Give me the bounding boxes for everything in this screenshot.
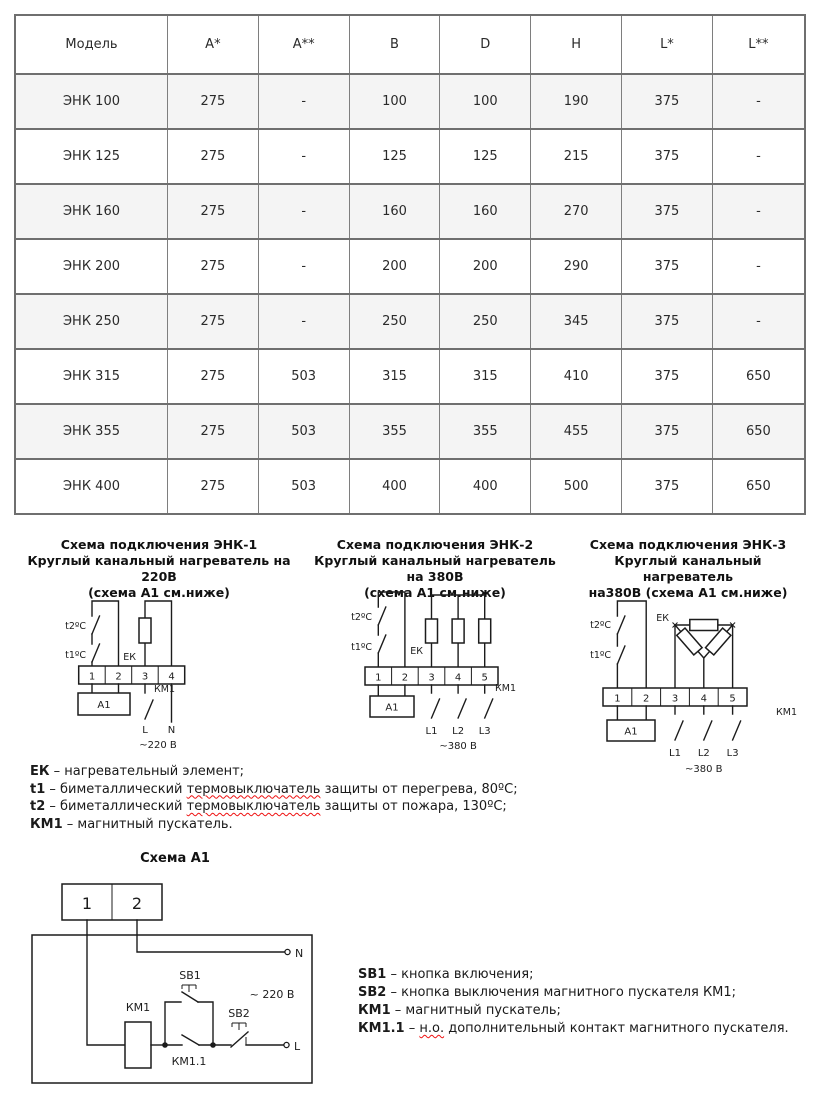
model-cell: ЭНК 250 — [15, 294, 167, 349]
legend-key: ЕК — [30, 764, 50, 779]
table-row — [15, 239, 805, 294]
cell: 190 — [531, 74, 622, 129]
t2-label: t2ºС — [65, 621, 86, 632]
cell: 315 — [440, 349, 531, 404]
col-header: A** — [258, 15, 349, 74]
phase-label: L2 — [452, 726, 465, 737]
legend-item — [30, 816, 518, 834]
model-cell: ЭНК 160 — [15, 184, 167, 239]
col-header: H — [531, 15, 622, 74]
cell: 215 — [531, 129, 622, 184]
cell: 250 — [349, 294, 440, 349]
phase-label: L1 — [425, 726, 438, 737]
cell: 290 — [531, 239, 622, 294]
table-row — [15, 129, 805, 184]
a1-label: А1 — [97, 700, 111, 711]
km1-contact-blade — [145, 700, 153, 719]
terminal-number: 1 — [81, 894, 93, 913]
km1-label: КМ1 — [776, 707, 797, 718]
legend-text: – нагревательный элемент; — [53, 764, 245, 779]
model-cell: ЭНК 200 — [15, 239, 167, 294]
heater-element — [426, 619, 438, 643]
cell: 125 — [440, 129, 531, 184]
phase-label: N — [167, 725, 176, 736]
cell: 455 — [531, 404, 622, 459]
terminal-number: 2 — [401, 672, 409, 684]
legend-key: КМ1 — [358, 1003, 391, 1018]
cell: 250 — [440, 294, 531, 349]
wiring-schematic-enk2 — [335, 588, 545, 773]
table-row — [15, 294, 805, 349]
phase-label: L3 — [726, 748, 739, 759]
terminal-number: 4 — [168, 671, 175, 683]
heater-loop — [139, 601, 172, 666]
n-label: N — [295, 947, 304, 960]
cell: 160 — [349, 184, 440, 239]
cell: 200 — [349, 239, 440, 294]
terminal-number: 3 — [428, 672, 435, 684]
cell: 275 — [167, 184, 258, 239]
title-line: Круглый канальный нагреватель на 220В — [27, 553, 291, 584]
table-row — [15, 459, 805, 514]
cell: 400 — [349, 459, 440, 514]
terminal-number: 5 — [729, 693, 736, 705]
heater-element — [139, 618, 151, 643]
phase-label: L — [142, 725, 148, 736]
cell: 375 — [622, 239, 713, 294]
sb1-label: SB1 — [179, 969, 201, 982]
col-header: B — [349, 15, 440, 74]
col-header: L* — [622, 15, 713, 74]
terminal-number: 3 — [671, 693, 679, 705]
cell: 200 — [440, 239, 531, 294]
title-line: на380В (схема А1 см.ниже) — [588, 585, 788, 600]
terminal-number: 1 — [614, 693, 621, 705]
cell: 503 — [258, 459, 349, 514]
cell: 275 — [167, 404, 258, 459]
cell: 125 — [349, 129, 440, 184]
table-row — [15, 74, 805, 129]
title-line: Схема подключения ЭНК-2 — [336, 537, 534, 552]
t1-switch-blade — [378, 635, 386, 653]
voltage-label: ~380 В — [685, 764, 723, 775]
terminal-strip — [62, 884, 162, 920]
sb2-label: SB2 — [228, 1007, 250, 1020]
cell: 355 — [440, 404, 531, 459]
cell: - — [258, 129, 349, 184]
km1-coil — [125, 1022, 151, 1068]
cell: - — [258, 184, 349, 239]
model-cell: ЭНК 100 — [15, 74, 167, 129]
model-cell: ЭНК 315 — [15, 349, 167, 404]
legend-key: КМ1 — [30, 816, 63, 832]
heater-element — [452, 619, 464, 643]
l-terminal — [284, 1042, 289, 1047]
title-line: (схема А1 см.ниже) — [88, 585, 230, 600]
voltage-label: ~220 В — [139, 740, 177, 751]
table-row — [15, 349, 805, 404]
cell: 400 — [440, 459, 531, 514]
cell: - — [712, 129, 805, 184]
cell: 375 — [622, 294, 713, 349]
legend-key: t2 — [30, 799, 46, 814]
cell: - — [258, 294, 349, 349]
cell: 355 — [349, 404, 440, 459]
km1-contacts — [675, 706, 741, 740]
km1-contacts — [432, 685, 493, 718]
phase-wire — [87, 920, 125, 1045]
cell: 275 — [167, 239, 258, 294]
wiring-schematic-enk1 — [30, 589, 290, 764]
terminal-strip — [365, 667, 498, 685]
legend-text: – кнопка выключения магнитного пускателя КМ1; — [390, 985, 737, 1000]
cell: 100 — [440, 74, 531, 129]
col-header: L** — [712, 15, 805, 74]
cell: 375 — [622, 459, 713, 514]
cell: 345 — [531, 294, 622, 349]
heater-element — [479, 619, 491, 643]
legend-text: – кнопка включения; — [390, 967, 534, 982]
cell: 315 — [349, 349, 440, 404]
cell: - — [712, 294, 805, 349]
km11-label: КМ1.1 — [171, 1055, 207, 1068]
legend-text: – магнитный пускатель; — [394, 1003, 561, 1018]
wiring-schematic-enk3 — [580, 588, 810, 788]
terminal-number: 4 — [700, 693, 707, 705]
title-line: Схема подключения ЭНК-3 — [589, 537, 787, 552]
heater-element — [677, 628, 702, 655]
l-label: L — [294, 1040, 301, 1053]
cell: 503 — [258, 349, 349, 404]
t2-label: t2ºС — [590, 620, 611, 631]
col-header: D — [440, 15, 531, 74]
legend-text: – н.о. дополнительный контакт магнитного пускателя. — [408, 1021, 789, 1036]
heater-element — [690, 620, 718, 631]
sb1-button — [165, 985, 213, 1045]
voltage-label: ~380 В — [439, 741, 477, 752]
t1-switch-blade — [92, 644, 100, 662]
terminal-number: 2 — [643, 693, 650, 705]
cell: 410 — [531, 349, 622, 404]
phase-label: L1 — [669, 748, 681, 759]
ek-label: ЕК — [410, 646, 423, 657]
cell: 500 — [531, 459, 622, 514]
legend-item — [30, 781, 518, 799]
cell: 375 — [622, 74, 713, 129]
a1-schematic-title: Схема А1 — [140, 851, 210, 866]
a1-label: А1 — [385, 702, 399, 714]
km1-label: КМ1 — [495, 683, 516, 694]
legend-key: SB2 — [358, 985, 387, 1000]
cell: 270 — [531, 184, 622, 239]
cell: 275 — [167, 74, 258, 129]
phase-label: L3 — [478, 726, 491, 737]
heater-element — [706, 628, 731, 655]
t2-switch-blade — [378, 607, 386, 625]
col-header: A* — [167, 15, 258, 74]
sb2-button — [213, 1023, 284, 1047]
phase-label: L2 — [697, 748, 710, 759]
terminal-number: 1 — [375, 672, 382, 684]
cell: 375 — [622, 349, 713, 404]
cell: 650 — [712, 349, 805, 404]
t2-label: t2ºС — [351, 612, 372, 623]
table-header-row — [15, 15, 805, 74]
title-line: Схема подключения ЭНК-1 — [60, 537, 258, 552]
legend-item — [358, 1020, 789, 1038]
legend-item — [358, 984, 789, 1002]
legend-text: – биметаллический термовыключатель защиты от пожара, 130ºС; — [49, 799, 507, 814]
t1-label: t1ºС — [65, 650, 86, 661]
t1-label: t1ºС — [590, 650, 611, 661]
title-line: Круглый канальный нагреватель — [614, 553, 762, 584]
thermal-switch-loop — [617, 601, 646, 688]
terminal-number: 4 — [454, 672, 462, 684]
neutral-wire — [137, 920, 285, 952]
ek-label: ЕК — [656, 613, 669, 624]
cell: 100 — [349, 74, 440, 129]
cell: - — [712, 74, 805, 129]
sb2-actuator — [232, 1023, 246, 1045]
legend-key: SB1 — [358, 967, 387, 982]
title-line: (схема А1 см.ниже) — [364, 585, 506, 600]
legend-key: КМ1.1 — [358, 1021, 405, 1036]
legend-item — [358, 1002, 789, 1020]
a1-legend — [358, 966, 789, 1038]
terminal-strip — [603, 688, 747, 706]
table-row — [15, 404, 805, 459]
heater-star — [426, 595, 491, 667]
cell: 375 — [622, 184, 713, 239]
model-cell: ЭНК 400 — [15, 459, 167, 514]
km1-label: КМ1 — [154, 684, 175, 695]
cell: 503 — [258, 404, 349, 459]
t1-label: t1ºС — [351, 642, 372, 653]
title-line: Круглый канальный нагреватель на 380В — [314, 553, 556, 584]
terminal-number: 3 — [141, 671, 149, 683]
a1-control-schematic — [25, 880, 355, 1095]
terminal-number: 2 — [115, 671, 122, 683]
cell: 375 — [622, 404, 713, 459]
t1-switch-blade — [617, 646, 625, 664]
cell: 375 — [622, 129, 713, 184]
cell: 650 — [712, 459, 805, 514]
legend-item — [30, 798, 518, 816]
voltage-label: ~ 220 В — [249, 988, 295, 1001]
km11-contact — [165, 1035, 213, 1045]
cell: 275 — [167, 349, 258, 404]
dimensions-table — [14, 14, 806, 515]
n-terminal — [285, 949, 290, 954]
t2-switch-blade — [617, 616, 625, 634]
legend-item — [358, 966, 789, 984]
heater-delta — [673, 620, 736, 689]
components-legend — [30, 763, 518, 833]
cell: - — [712, 239, 805, 294]
cell: 275 — [167, 129, 258, 184]
terminal-strip — [79, 666, 185, 684]
terminal-number: 1 — [88, 671, 96, 683]
cell: 275 — [167, 294, 258, 349]
thermal-switch-loop — [92, 601, 119, 666]
terminal-number: 2 — [131, 894, 143, 913]
km1-label: КМ1 — [125, 1001, 151, 1014]
t2-switch-blade — [92, 616, 100, 634]
ek-label: ЕК — [123, 652, 136, 663]
thermal-switch-loop — [378, 592, 405, 667]
a1-label: А1 — [624, 726, 638, 738]
legend-text: – магнитный пускатель. — [66, 816, 233, 832]
legend-key: t1 — [30, 781, 46, 797]
model-cell: ЭНК 125 — [15, 129, 167, 184]
cell: - — [712, 184, 805, 239]
cell: - — [258, 239, 349, 294]
cell: 160 — [440, 184, 531, 239]
cell: 650 — [712, 404, 805, 459]
legend-text: – биметаллический термовыключатель защиты от перегрева, 80ºС; — [49, 781, 518, 797]
sb1-actuator — [182, 985, 196, 992]
table-row — [15, 184, 805, 239]
col-header-model: Модель — [15, 15, 167, 74]
terminal-number: 5 — [481, 672, 488, 684]
legend-item — [30, 763, 518, 781]
cell: 275 — [167, 459, 258, 514]
cell: - — [258, 74, 349, 129]
model-cell: ЭНК 355 — [15, 404, 167, 459]
